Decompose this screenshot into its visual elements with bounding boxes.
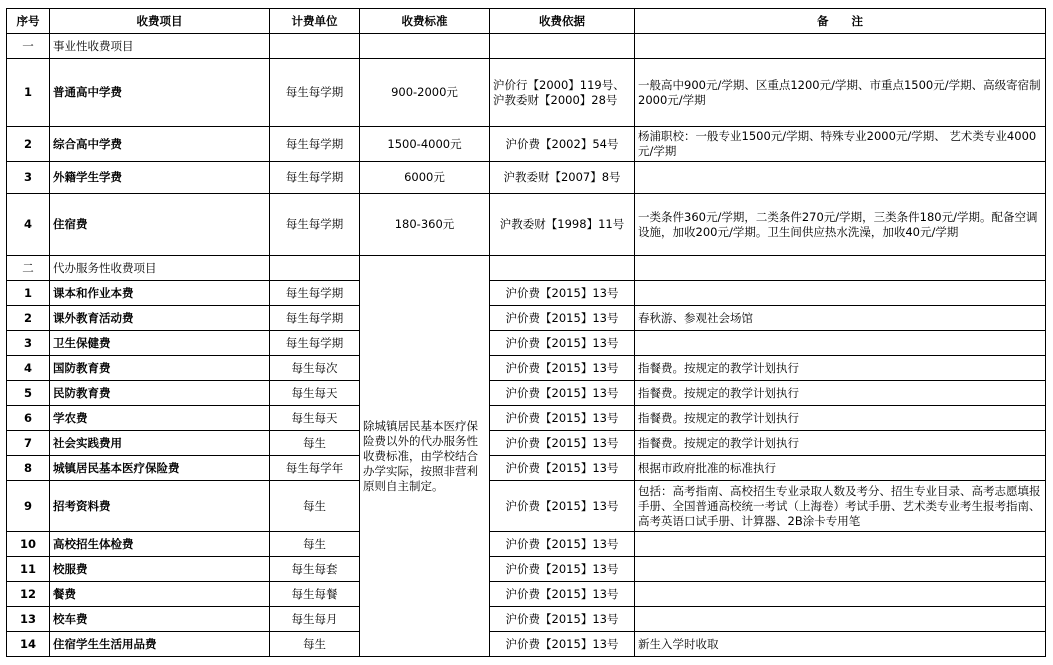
section-row (7, 256, 1046, 281)
table-row (7, 456, 1046, 481)
table-row (7, 162, 1046, 194)
table-row (7, 356, 1046, 381)
row-number: 14 (7, 632, 50, 657)
row-number: 1 (7, 59, 50, 127)
row-number: 7 (7, 431, 50, 456)
section-title: 代办服务性收费项目 (50, 256, 270, 281)
fee-item: 外籍学生学费 (50, 162, 270, 194)
fee-item: 城镇居民基本医疗保险费 (50, 456, 270, 481)
table-row (7, 59, 1046, 127)
row-number: 4 (7, 356, 50, 381)
table-row (7, 481, 1046, 532)
merged-standard-note: 除城镇居民基本医疗保险费以外的代办服务性收费标准，由学校结合办学实际，按照非营利原则自主制定。 (360, 256, 490, 657)
fee-item: 校车费 (50, 607, 270, 632)
fee-unit: 每生 (270, 632, 360, 657)
fee-remark: 指餐费。按规定的教学计划执行 (635, 381, 1046, 406)
fee-basis: 沪价费【2015】13号 (490, 381, 635, 406)
fee-remark (635, 162, 1046, 194)
table-row (7, 127, 1046, 162)
fee-basis: 沪价费【2015】13号 (490, 456, 635, 481)
fee-unit: 每生每学期 (270, 331, 360, 356)
fee-remark (635, 607, 1046, 632)
fee-unit: 每生 (270, 431, 360, 456)
fee-basis: 沪教委财【2007】8号 (490, 162, 635, 194)
row-number: 8 (7, 456, 50, 481)
fee-basis: 沪价费【2015】13号 (490, 356, 635, 381)
section-number: 二 (7, 256, 50, 281)
fee-item: 招考资料费 (50, 481, 270, 532)
row-number: 2 (7, 306, 50, 331)
fee-unit: 每生 (270, 532, 360, 557)
fee-item: 普通高中学费 (50, 59, 270, 127)
fee-basis: 沪教委财【1998】11号 (490, 194, 635, 256)
table-row (7, 331, 1046, 356)
row-number: 2 (7, 127, 50, 162)
header-row (7, 9, 1046, 34)
fee-basis: 沪价费【2015】13号 (490, 331, 635, 356)
fee-unit: 每生每学期 (270, 306, 360, 331)
fee-basis: 沪价费【2015】13号 (490, 431, 635, 456)
fee-item: 课本和作业本费 (50, 281, 270, 306)
fee-standard: 900-2000元 (360, 59, 490, 127)
table-row (7, 431, 1046, 456)
fee-remark: 新生入学时收取 (635, 632, 1046, 657)
fee-unit: 每生每学期 (270, 194, 360, 256)
fee-remark: 一类条件360元/学期，二类条件270元/学期，三类条件180元/学期。配备空调设施，加收200元/学期。卫生间供应热水洗澡，加收40元/学期 (635, 194, 1046, 256)
table-row (7, 194, 1046, 256)
table-row (7, 281, 1046, 306)
row-number: 10 (7, 532, 50, 557)
fee-basis: 沪价费【2002】54号 (490, 127, 635, 162)
fee-item: 住宿费 (50, 194, 270, 256)
section-row (7, 34, 1046, 59)
fee-unit: 每生每天 (270, 406, 360, 431)
fee-unit: 每生每学年 (270, 456, 360, 481)
fee-remark: 包括：高考指南、高校招生专业录取人数及考分、招生专业目录、高考志愿填报手册、全国普通高校统一考试（上海卷）考试手册、艺术类专业考生报考指南、高考英语口试手册、计算器、2B涂卡专用笔 (635, 481, 1046, 532)
header-item: 收费项目 (50, 9, 270, 34)
row-number: 3 (7, 162, 50, 194)
fee-unit: 每生每学期 (270, 59, 360, 127)
fee-remark (635, 557, 1046, 582)
table-row (7, 582, 1046, 607)
fee-table (6, 8, 1046, 657)
row-number: 4 (7, 194, 50, 256)
fee-basis: 沪价费【2015】13号 (490, 281, 635, 306)
fee-basis: 沪价费【2015】13号 (490, 607, 635, 632)
table-row (7, 381, 1046, 406)
fee-unit: 每生每次 (270, 356, 360, 381)
row-number: 9 (7, 481, 50, 532)
fee-remark: 春秋游、参观社会场馆 (635, 306, 1046, 331)
table-row (7, 632, 1046, 657)
fee-standard: 180-360元 (360, 194, 490, 256)
fee-unit: 每生每天 (270, 381, 360, 406)
fee-item: 课外教育活动费 (50, 306, 270, 331)
fee-remark: 指餐费。按规定的教学计划执行 (635, 356, 1046, 381)
fee-unit: 每生每学期 (270, 162, 360, 194)
row-number: 5 (7, 381, 50, 406)
fee-basis: 沪价费【2015】13号 (490, 406, 635, 431)
fee-item: 社会实践费用 (50, 431, 270, 456)
fee-unit: 每生每套 (270, 557, 360, 582)
header-remark: 备 注 (635, 9, 1046, 34)
fee-item: 卫生保健费 (50, 331, 270, 356)
fee-remark: 根据市政府批准的标准执行 (635, 456, 1046, 481)
fee-item: 住宿学生生活用品费 (50, 632, 270, 657)
row-number: 11 (7, 557, 50, 582)
table-row (7, 607, 1046, 632)
row-number: 3 (7, 331, 50, 356)
fee-remark (635, 331, 1046, 356)
fee-standard: 6000元 (360, 162, 490, 194)
fee-basis: 沪价费【2015】13号 (490, 306, 635, 331)
fee-remark (635, 281, 1046, 306)
fee-remark: 杨浦职校：一般专业1500元/学期、特殊专业2000元/学期、 艺术类专业4000元/学期 (635, 127, 1046, 162)
row-number: 1 (7, 281, 50, 306)
fee-basis: 沪价费【2015】13号 (490, 532, 635, 557)
fee-remark: 一般高中900元/学期、区重点1200元/学期、市重点1500元/学期、高级寄宿制2000元/学期 (635, 59, 1046, 127)
section-number: 一 (7, 34, 50, 59)
fee-basis: 沪价费【2015】13号 (490, 582, 635, 607)
fee-item: 综合高中学费 (50, 127, 270, 162)
row-number: 12 (7, 582, 50, 607)
fee-basis: 沪价费【2015】13号 (490, 481, 635, 532)
fee-remark (635, 532, 1046, 557)
fee-basis: 沪价费【2015】13号 (490, 632, 635, 657)
fee-remark: 指餐费。按规定的教学计划执行 (635, 431, 1046, 456)
fee-unit: 每生 (270, 481, 360, 532)
table-row (7, 406, 1046, 431)
fee-unit: 每生每月 (270, 607, 360, 632)
row-number: 13 (7, 607, 50, 632)
fee-remark: 指餐费。按规定的教学计划执行 (635, 406, 1046, 431)
section-title: 事业性收费项目 (50, 34, 270, 59)
header-unit: 计费单位 (270, 9, 360, 34)
fee-item: 国防教育费 (50, 356, 270, 381)
table-row (7, 557, 1046, 582)
fee-item: 餐费 (50, 582, 270, 607)
fee-standard: 1500-4000元 (360, 127, 490, 162)
header-standard: 收费标准 (360, 9, 490, 34)
table-row (7, 306, 1046, 331)
fee-unit: 每生每餐 (270, 582, 360, 607)
fee-item: 学农费 (50, 406, 270, 431)
fee-unit: 每生每学期 (270, 281, 360, 306)
fee-unit: 每生每学期 (270, 127, 360, 162)
fee-basis: 沪价行【2000】119号、沪教委财【2000】28号 (490, 59, 635, 127)
fee-basis: 沪价费【2015】13号 (490, 557, 635, 582)
header-basis: 收费依据 (490, 9, 635, 34)
row-number: 6 (7, 406, 50, 431)
fee-item: 高校招生体检费 (50, 532, 270, 557)
header-no: 序号 (7, 9, 50, 34)
fee-item: 民防教育费 (50, 381, 270, 406)
table-row (7, 532, 1046, 557)
fee-remark (635, 582, 1046, 607)
fee-item: 校服费 (50, 557, 270, 582)
